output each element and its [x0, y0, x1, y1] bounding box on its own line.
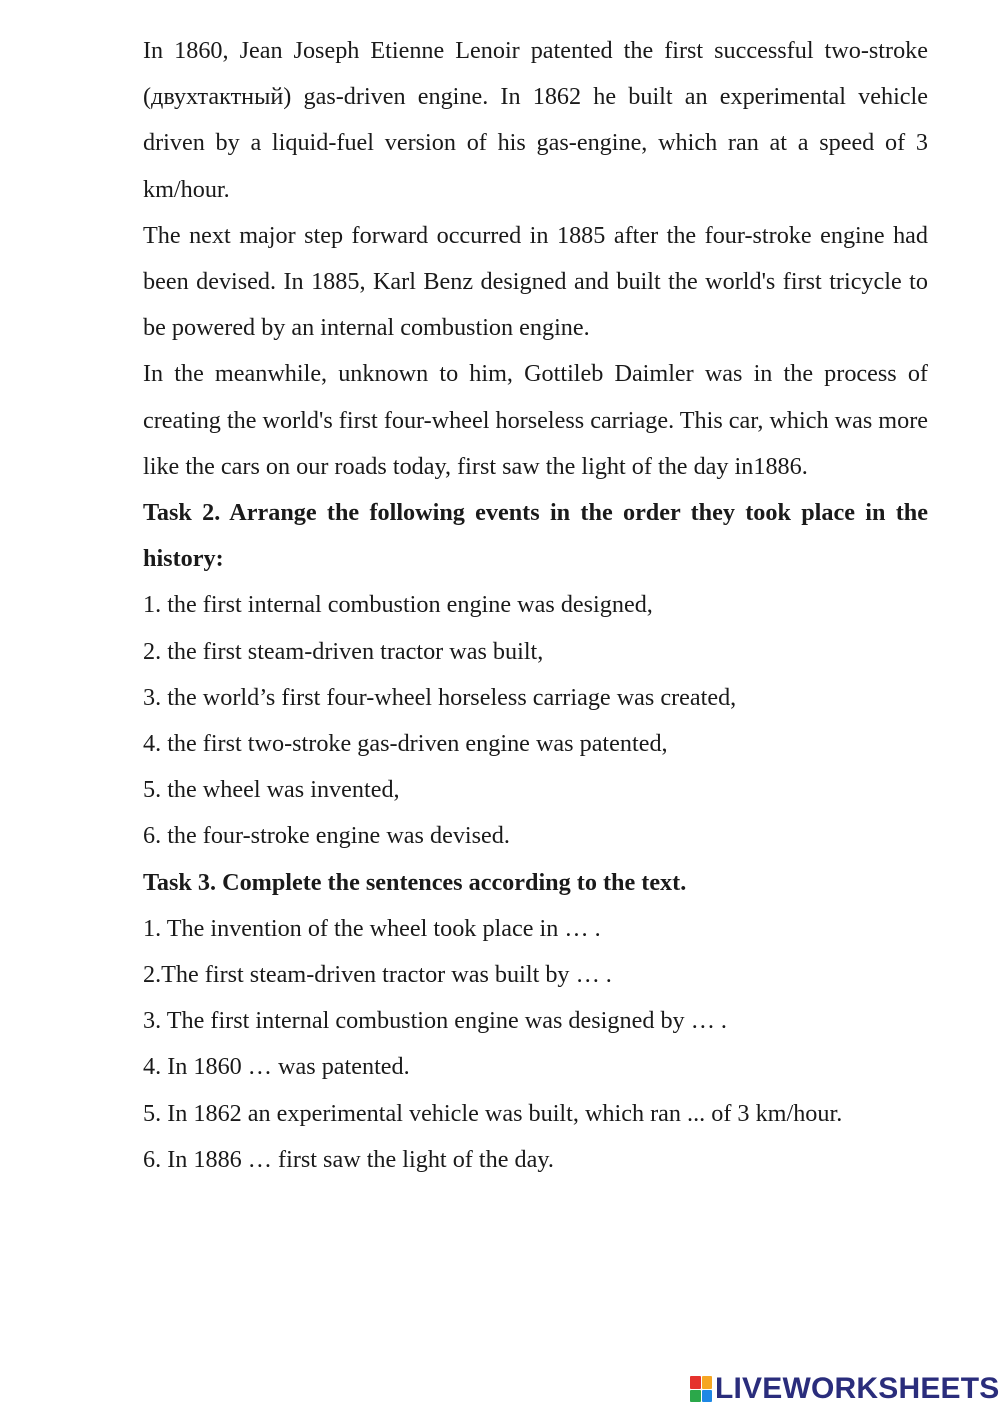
- logo-square-blue: [702, 1390, 713, 1403]
- liveworksheets-logo-icon: [690, 1376, 712, 1402]
- task3-item: 2.The first steam-driven tractor was built by … .: [143, 961, 612, 989]
- liveworksheets-brand-text: LIVEWORKSHEETS: [715, 1372, 999, 1405]
- task2-item: 6. the four-stroke engine was devised.: [143, 822, 510, 850]
- task3-item: 1. The invention of the wheel took place in … .: [143, 914, 601, 942]
- task3-item: 4. In 1860 … was patented.: [143, 1053, 410, 1081]
- task2-item: 5. the wheel was invented,: [143, 776, 400, 804]
- intro-paragraph-1: In 1860, Jean Joseph Etienne Lenoir patented the first successful two-stroke (двухтактный) gas-driven engine. In 1862 he built an experimental vehicle driven by a liquid-fuel version of his gas-engine, which ran at a speed of 3 km/hour.: [143, 37, 928, 203]
- task2-heading: Task 2. Arrange the following events in the order they took place in the history:: [143, 499, 928, 573]
- task3-item: 3. The first internal combustion engine was designed by … .: [143, 1007, 727, 1035]
- logo-square-orange: [702, 1376, 713, 1389]
- task3-item: 6. In 1886 … first saw the light of the day.: [143, 1145, 554, 1173]
- intro-paragraph-3: In the meanwhile, unknown to him, Gottileb Daimler was in the process of creating the world's first four-wheel horseless carriage. This car, which was more like the cars on our roads today, first saw the light of the day in1886.: [143, 360, 928, 480]
- task2-list: [143, 582, 928, 859]
- intro-paragraph-2: The next major step forward occurred in 1885 after the four-stroke engine had been devised. In 1885, Karl Benz designed and built the world's first tricycle to be powered by an internal combustion engine.: [143, 221, 928, 342]
- liveworksheets-logo[interactable]: [690, 1373, 999, 1405]
- task2-item: 2. the first steam-driven tractor was built,: [143, 637, 544, 665]
- task2-item: 4. the first two-stroke gas-driven engine was patented,: [143, 730, 668, 758]
- task3-item: 5. In 1862 an experimental vehicle was built, which ran ... of 3 km/hour.: [143, 1099, 843, 1127]
- task3-list: [143, 906, 928, 1183]
- task2-item: 3. the world’s first four-wheel horseless carriage was created,: [143, 683, 737, 711]
- logo-square-green: [690, 1390, 701, 1403]
- task3-heading: Task 3. Complete the sentences according to the text.: [143, 868, 687, 896]
- logo-square-red: [690, 1376, 701, 1389]
- task2-item: 1. the first internal combustion engine was designed,: [143, 591, 653, 619]
- worksheet-page: [143, 28, 928, 1183]
